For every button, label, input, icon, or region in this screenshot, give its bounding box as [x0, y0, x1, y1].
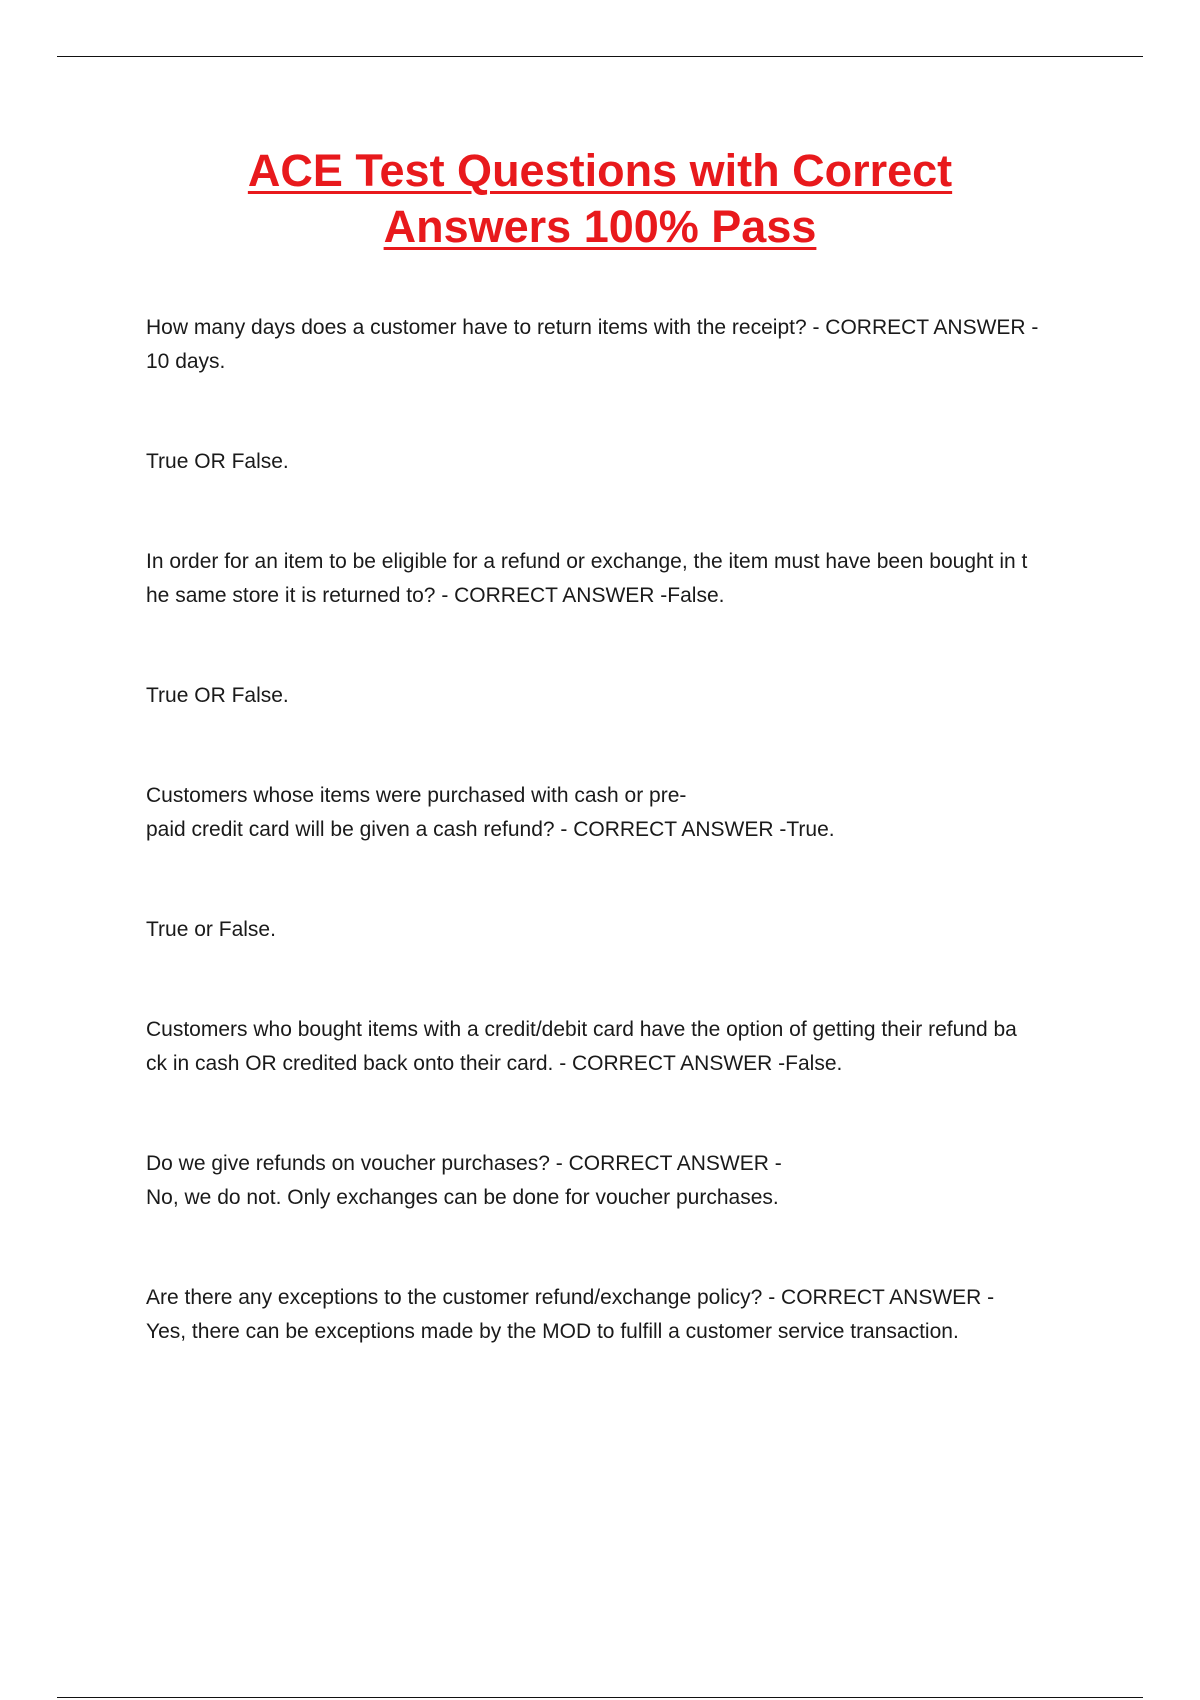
bottom-rule: [57, 1697, 1143, 1698]
page-title: [0, 143, 1200, 255]
qa-block-5: [146, 779, 1096, 847]
title-line-1: ACE Test Questions with Correct: [247, 145, 953, 196]
text-line: No, we do not. Only exchanges can be done for voucher purchases.: [146, 1186, 779, 1209]
text-line: Are there any exceptions to the customer refund/exchange policy? - CORRECT ANSWER -: [146, 1286, 995, 1309]
qa-block-1: [146, 311, 1096, 379]
text-line: ck in cash OR credited back onto their card. - CORRECT ANSWER -False.: [146, 1052, 843, 1075]
qa-block-8: [146, 1147, 1096, 1215]
title-line-2: Answers 100% Pass: [383, 201, 817, 252]
top-rule: [57, 56, 1143, 57]
text-line: True OR False.: [146, 684, 289, 707]
text-line: How many days does a customer have to return items with the receipt? - CORRECT ANSWER -: [146, 316, 1039, 339]
text-line: he same store it is returned to? - CORRECT ANSWER -False.: [146, 584, 725, 607]
text-line: Yes, there can be exceptions made by the MOD to fulfill a customer service transaction.: [146, 1320, 959, 1343]
qa-block-7: [146, 1013, 1096, 1081]
text-line: True or False.: [146, 918, 276, 941]
qa-block-6: [146, 913, 1096, 947]
qa-block-2: [146, 445, 1096, 479]
text-line: Do we give refunds on voucher purchases? - CORRECT ANSWER -: [146, 1152, 782, 1175]
text-line: True OR False.: [146, 450, 289, 473]
qa-block-4: [146, 679, 1096, 713]
text-line: 10 days.: [146, 350, 226, 373]
text-line: paid credit card will be given a cash refund? - CORRECT ANSWER -True.: [146, 818, 835, 841]
qa-block-9: [146, 1281, 1096, 1349]
text-line: Customers who bought items with a credit/debit card have the option of getting their refund ba: [146, 1018, 1017, 1041]
document-body: [146, 311, 1096, 1349]
text-line: Customers whose items were purchased with cash or pre-: [146, 784, 687, 807]
text-line: In order for an item to be eligible for a refund or exchange, the item must have been bought in t: [146, 550, 1028, 573]
qa-block-3: [146, 545, 1096, 613]
